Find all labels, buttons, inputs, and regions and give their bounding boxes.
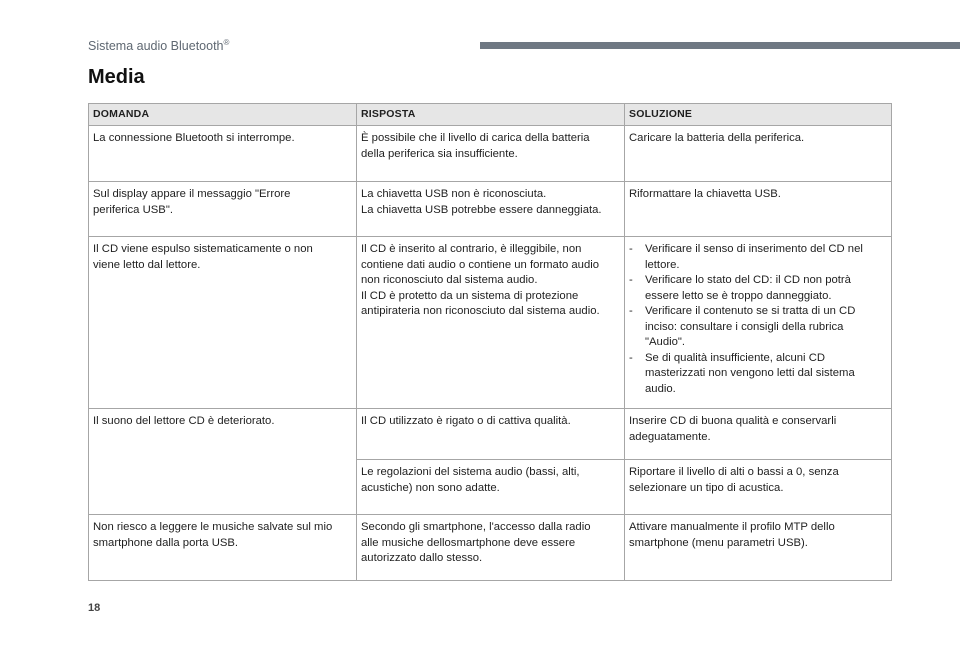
text-line: smartphone (menu parametri USB). [629, 536, 808, 549]
text-line: - Verificare lo stato del CD: il CD non potrà [645, 274, 851, 286]
text-line: Le regolazioni del sistema audio (bassi, alti, [361, 466, 580, 478]
text-line: La chiavetta USB non è riconosciuta. [361, 188, 547, 200]
question-cell [89, 126, 357, 182]
table-row [89, 182, 892, 237]
text-line: essere letto se è troppo danneggiato. [645, 289, 832, 302]
solution-cell [625, 409, 892, 460]
table-row [89, 126, 892, 182]
text-line: Il CD è protetto da un sistema di protezione [361, 289, 579, 302]
question-cell [89, 409, 357, 515]
column-header-answer: RISPOSTA [357, 104, 625, 126]
text-line: La connessione Bluetooth si interrompe. [93, 132, 295, 144]
text-line: audio. [645, 382, 676, 395]
answer-cell [357, 409, 625, 460]
text-line: Caricare la batteria della periferica. [629, 132, 805, 144]
text-line: periferica USB". [93, 203, 173, 216]
page-number: 18 [88, 602, 101, 614]
text-line: La chiavetta USB potrebbe essere danneggiata. [361, 203, 602, 216]
answer-cell [357, 182, 625, 237]
column-header-solution: SOLUZIONE [625, 104, 892, 126]
text-line: acustiche) non sono adatte. [361, 481, 500, 494]
text-line: della periferica sia insufficiente. [361, 147, 518, 160]
text-line: Il CD è inserito al contrario, è illeggibile, non [361, 243, 582, 255]
text-line: "Audio". [645, 336, 686, 348]
trademark-symbol: ® [223, 38, 230, 47]
bullet-item [629, 304, 887, 351]
solution-cell [625, 237, 892, 409]
faq-table [88, 103, 892, 581]
text-line: Sul display appare il messaggio "Errore [93, 188, 291, 200]
text-line: È possibile che il livello di carica della batteria [361, 132, 590, 144]
text-line: smartphone dalla porta USB. [93, 536, 239, 549]
text-line: adeguatamente. [629, 430, 711, 443]
text-line: Il CD viene espulso sistematicamente o non [93, 243, 313, 255]
text-line: Attivare manualmente il profilo MTP dello [629, 521, 835, 533]
header-bar [480, 42, 960, 49]
question-cell [89, 515, 357, 581]
text-line: viene letto dal lettore. [93, 258, 201, 271]
text-line: masterizzati non vengono letti dal sistema [645, 367, 855, 379]
text-line: selezionare un tipo di acustica. [629, 481, 784, 494]
solution-bullet-list [629, 242, 887, 397]
bullet-item [629, 273, 887, 304]
answer-cell [357, 126, 625, 182]
text-line: Non riesco a leggere le musiche salvate sul mio [93, 521, 333, 533]
question-cell [89, 237, 357, 409]
text-line: - Verificare il senso di inserimento del CD nel [645, 243, 863, 255]
solution-cell [625, 460, 892, 515]
text-line: Riportare il livello di alti o bassi a 0, senza [629, 466, 839, 478]
text-line: Riformattare la chiavetta USB. [629, 188, 781, 200]
table-row [89, 409, 892, 460]
text-line: contiene dati audio o contiene un formato audio [361, 258, 600, 271]
text-line: Secondo gli smartphone, l'accesso dalla radio [361, 521, 591, 533]
text-line: autorizzato dallo stesso. [361, 552, 483, 564]
question-cell [89, 182, 357, 237]
bullet-item [629, 351, 887, 398]
page-title: Media [88, 66, 145, 88]
section-title: Sistema audio Bluetooth® [88, 38, 230, 54]
solution-cell [625, 126, 892, 182]
table-row [89, 515, 892, 581]
answer-cell [357, 460, 625, 515]
answer-cell [357, 515, 625, 581]
text-line: antipirateria non riconosciuto dal sistema audio. [361, 305, 600, 317]
answer-cell [357, 237, 625, 409]
text-line: lettore. [645, 258, 680, 271]
text-line: Inserire CD di buona qualità e conservarli [629, 415, 837, 427]
text-line: Il CD utilizzato è rigato o di cattiva qualità. [361, 415, 571, 427]
text-line: Il suono del lettore CD è deteriorato. [93, 415, 275, 427]
table-row [89, 237, 892, 409]
text-line: alle musiche dellosmartphone deve essere [361, 536, 576, 549]
text-line: non riconosciuto dal sistema audio. [361, 274, 538, 286]
text-line: inciso: consultare i consigli della rubrica [645, 320, 844, 333]
text-line: - Verificare il contenuto se si tratta di un CD [645, 305, 856, 317]
solution-cell [625, 182, 892, 237]
bullet-item [629, 242, 887, 273]
column-header-question: DOMANDA [89, 104, 357, 126]
table-header-row [89, 104, 892, 126]
text-line: - Se di qualità insufficiente, alcuni CD [645, 351, 826, 364]
solution-cell [625, 515, 892, 581]
